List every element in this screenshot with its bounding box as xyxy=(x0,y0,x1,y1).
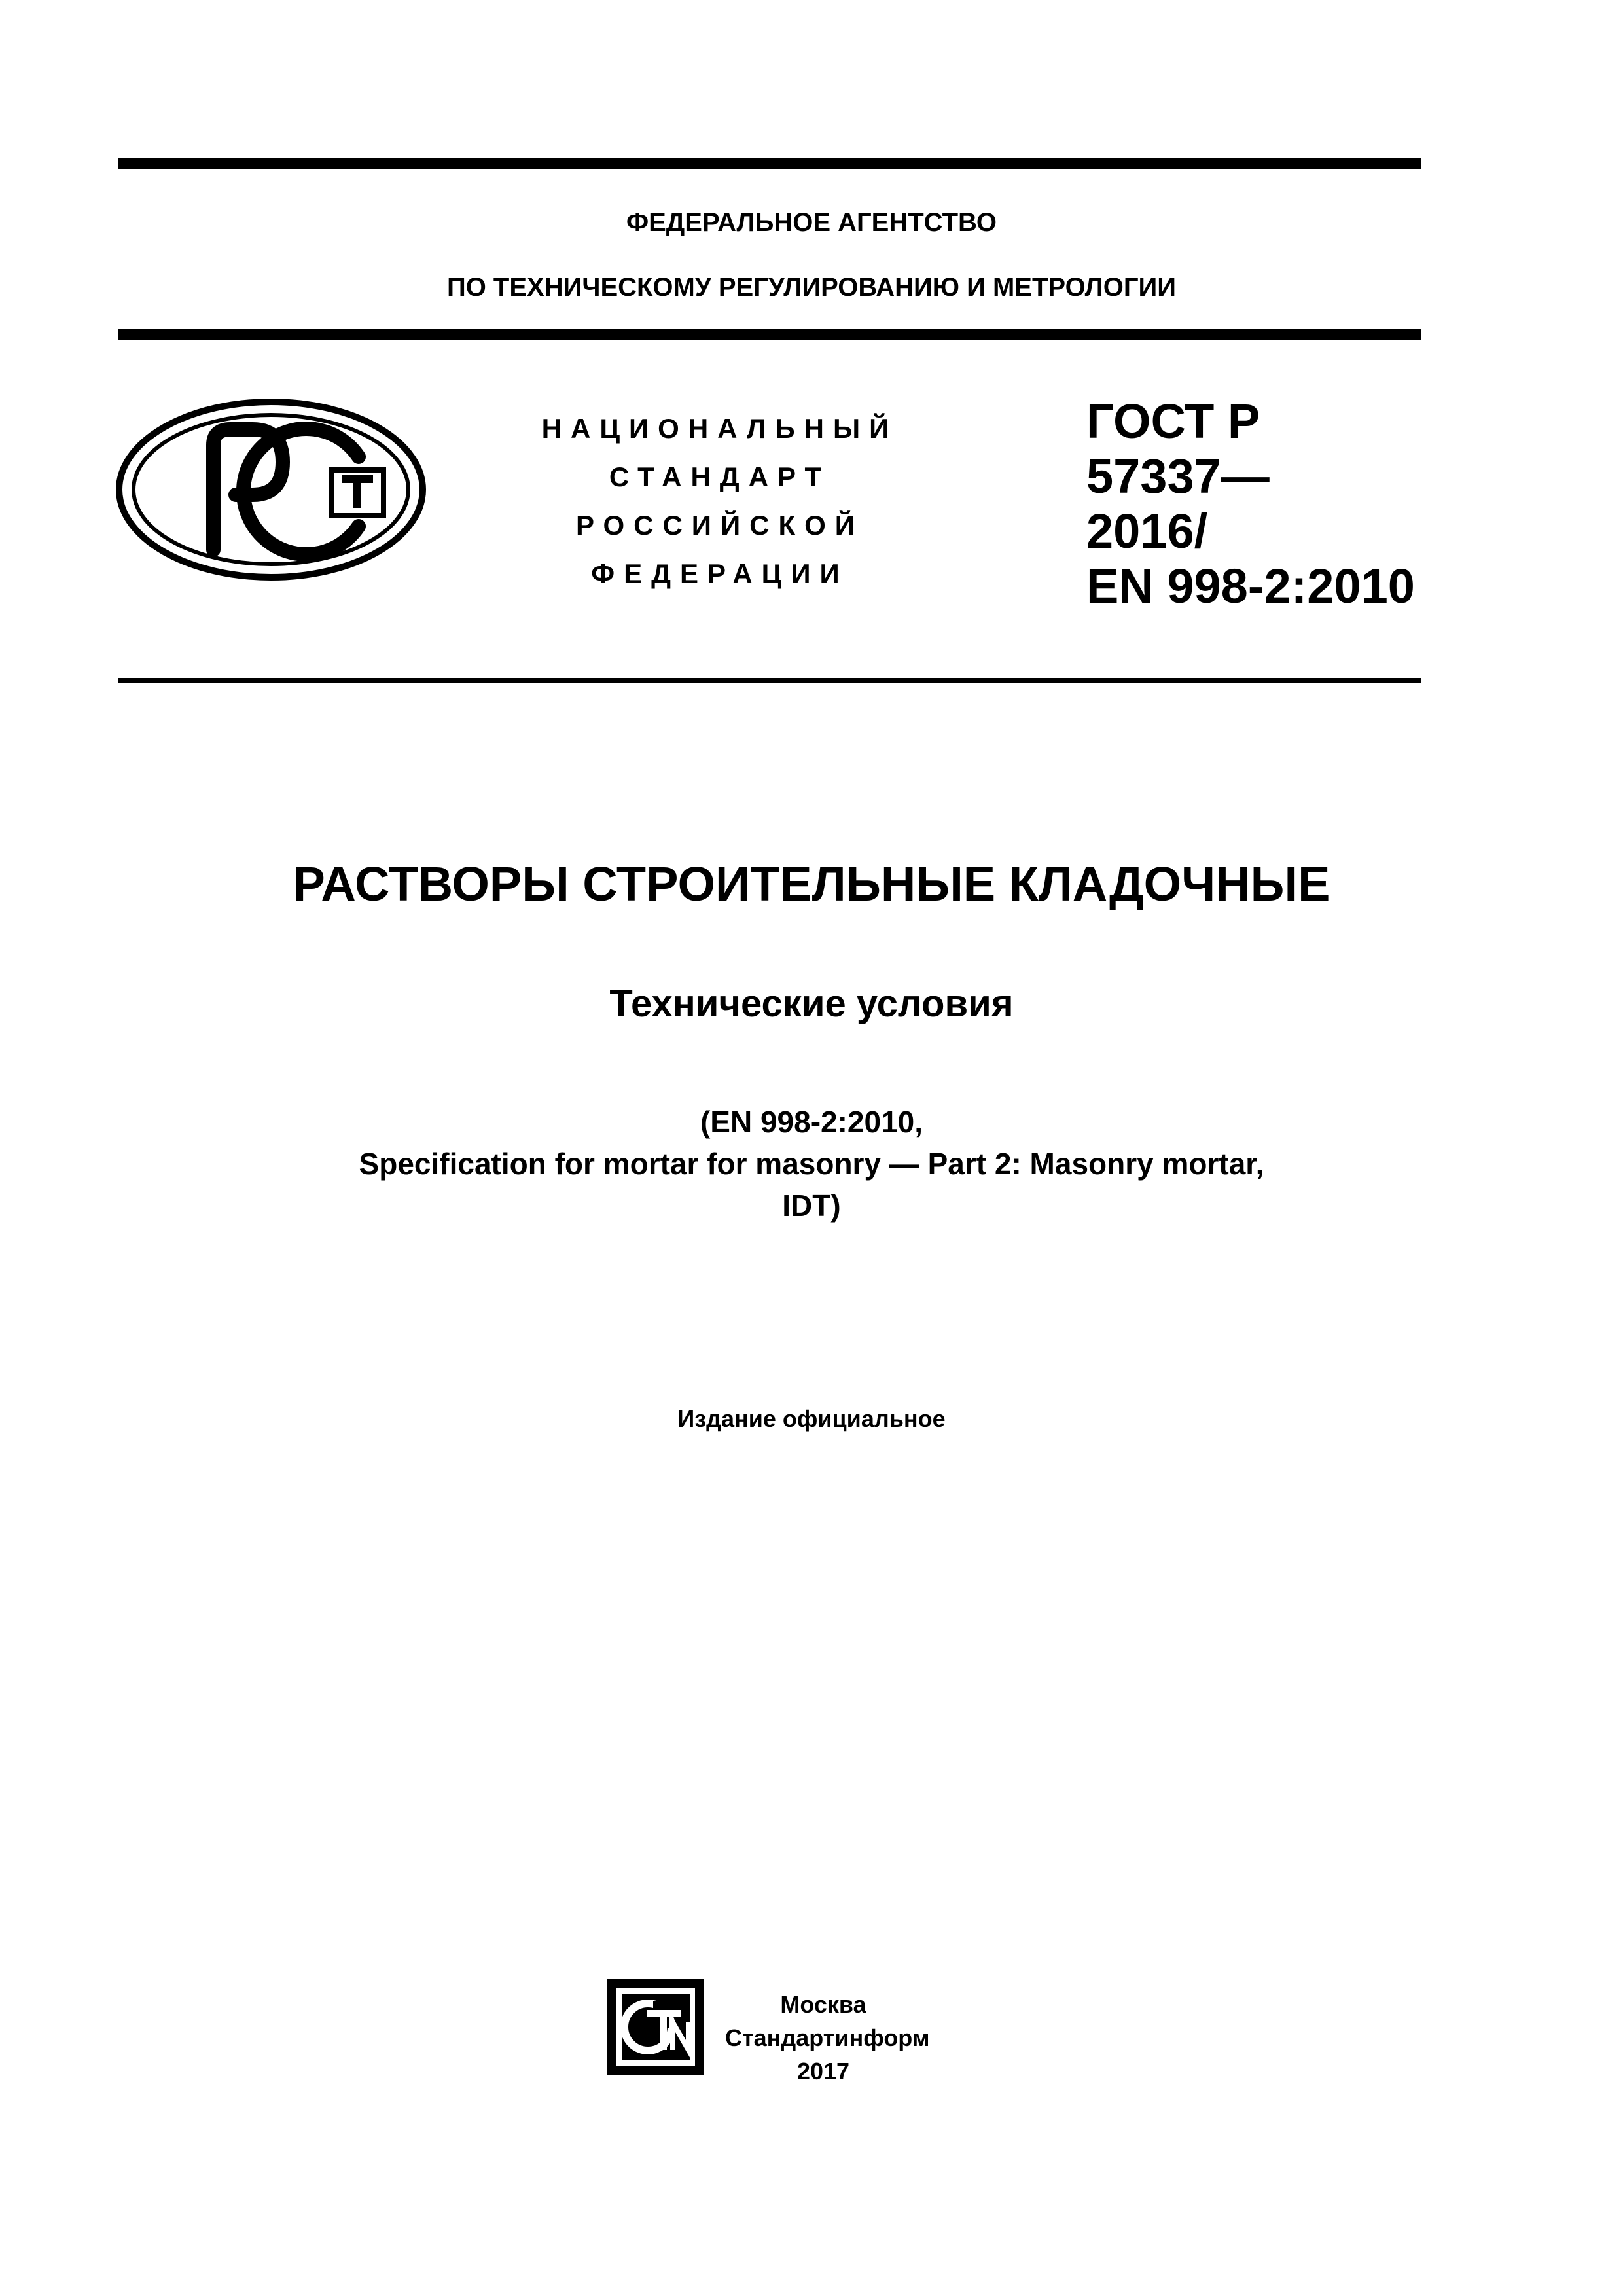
international-reference xyxy=(0,1101,1623,1227)
national-standard-label xyxy=(504,404,936,598)
top-rule xyxy=(118,158,1421,169)
reference-line: (EN 998-2:2010, xyxy=(700,1105,923,1139)
document-title: РАСТВОРЫ СТРОИТЕЛЬНЫЕ КЛАДОЧНЫЕ xyxy=(293,857,1330,911)
designation-line: EN 998-2:2010 xyxy=(1086,559,1415,613)
document-subtitle: Технические условия xyxy=(609,982,1014,1025)
national-line: РОССИЙСКОЙ xyxy=(576,510,864,541)
reference-line: IDT) xyxy=(782,1189,841,1223)
edition-label: Издание официальное xyxy=(677,1405,946,1432)
national-line: НАЦИОНАЛЬНЫЙ xyxy=(541,413,899,444)
publisher-block xyxy=(725,1988,930,2088)
divider-rule xyxy=(118,678,1421,683)
designation-line: 2016/ xyxy=(1086,504,1208,558)
agency-name: ФЕДЕРАЛЬНОЕ АГЕНТСТВО xyxy=(626,208,997,237)
standartinform-logo-icon xyxy=(607,1979,704,2075)
rst-emblem-icon xyxy=(115,398,427,581)
national-line: СТАНДАРТ xyxy=(609,461,831,492)
designation-line: ГОСТ Р xyxy=(1086,394,1260,448)
standard-designation xyxy=(1086,394,1415,614)
publication-year: 2017 xyxy=(796,2058,850,2085)
agency-subtitle: ПО ТЕХНИЧЕСКОМУ РЕГУЛИРОВАНИЮ И МЕТРОЛОГИИ xyxy=(446,273,1177,302)
header-rule xyxy=(118,329,1421,340)
national-line: ФЕДЕРАЦИИ xyxy=(591,558,849,589)
designation-line: 57337— xyxy=(1086,449,1270,503)
publisher-city: Москва xyxy=(780,1991,866,2018)
reference-line: Specification for mortar for masonry — Part 2: Masonry mortar, xyxy=(359,1147,1264,1181)
publisher-name: Стандартинформ xyxy=(725,2024,930,2051)
